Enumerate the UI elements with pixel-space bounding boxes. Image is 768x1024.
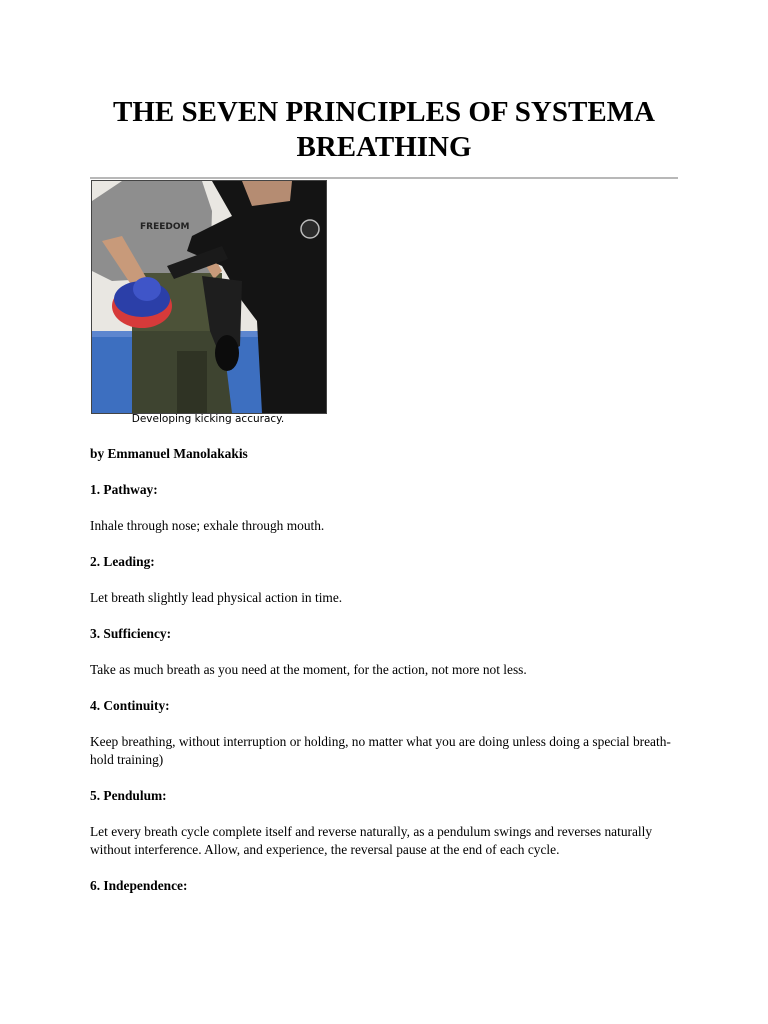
principle-heading: 5. Pendulum: xyxy=(90,788,167,803)
principle-heading: 3. Sufficiency: xyxy=(90,626,172,641)
page-title: THE SEVEN PRINCIPLES OF SYSTEMA BREATHING xyxy=(113,96,655,163)
shirt-print: FREEDOM xyxy=(140,222,190,232)
principle-text: Let breath slightly lead physical action in time. xyxy=(90,590,343,605)
principle-text: Take as much breath as you need at the moment, for the action, not more not less. xyxy=(90,662,527,677)
principle-heading: 4. Continuity: xyxy=(90,698,170,713)
byline: by Emmanuel Manolakakis xyxy=(90,446,248,461)
training-photo xyxy=(91,180,327,414)
principle-heading: 1. Pathway: xyxy=(90,482,158,497)
principle-heading: 6. Independence: xyxy=(90,878,188,893)
photo-caption: Developing kicking accuracy. xyxy=(131,413,285,425)
principle-text: Keep breathing, without interruption or holding, no matter what you are doing unless doing a special breath-hold training) xyxy=(90,734,671,767)
title-divider xyxy=(90,177,678,179)
principle-text: Inhale through nose; exhale through mouth. xyxy=(90,518,325,533)
article-body xyxy=(90,445,690,913)
principle-heading: 2. Leading: xyxy=(90,554,155,569)
principle-text: Let every breath cycle complete itself and reverse naturally, as a pendulum swings and reverses naturally without interference. Allow, and experience, the reversal pause at the end of each cycle. xyxy=(90,824,653,857)
